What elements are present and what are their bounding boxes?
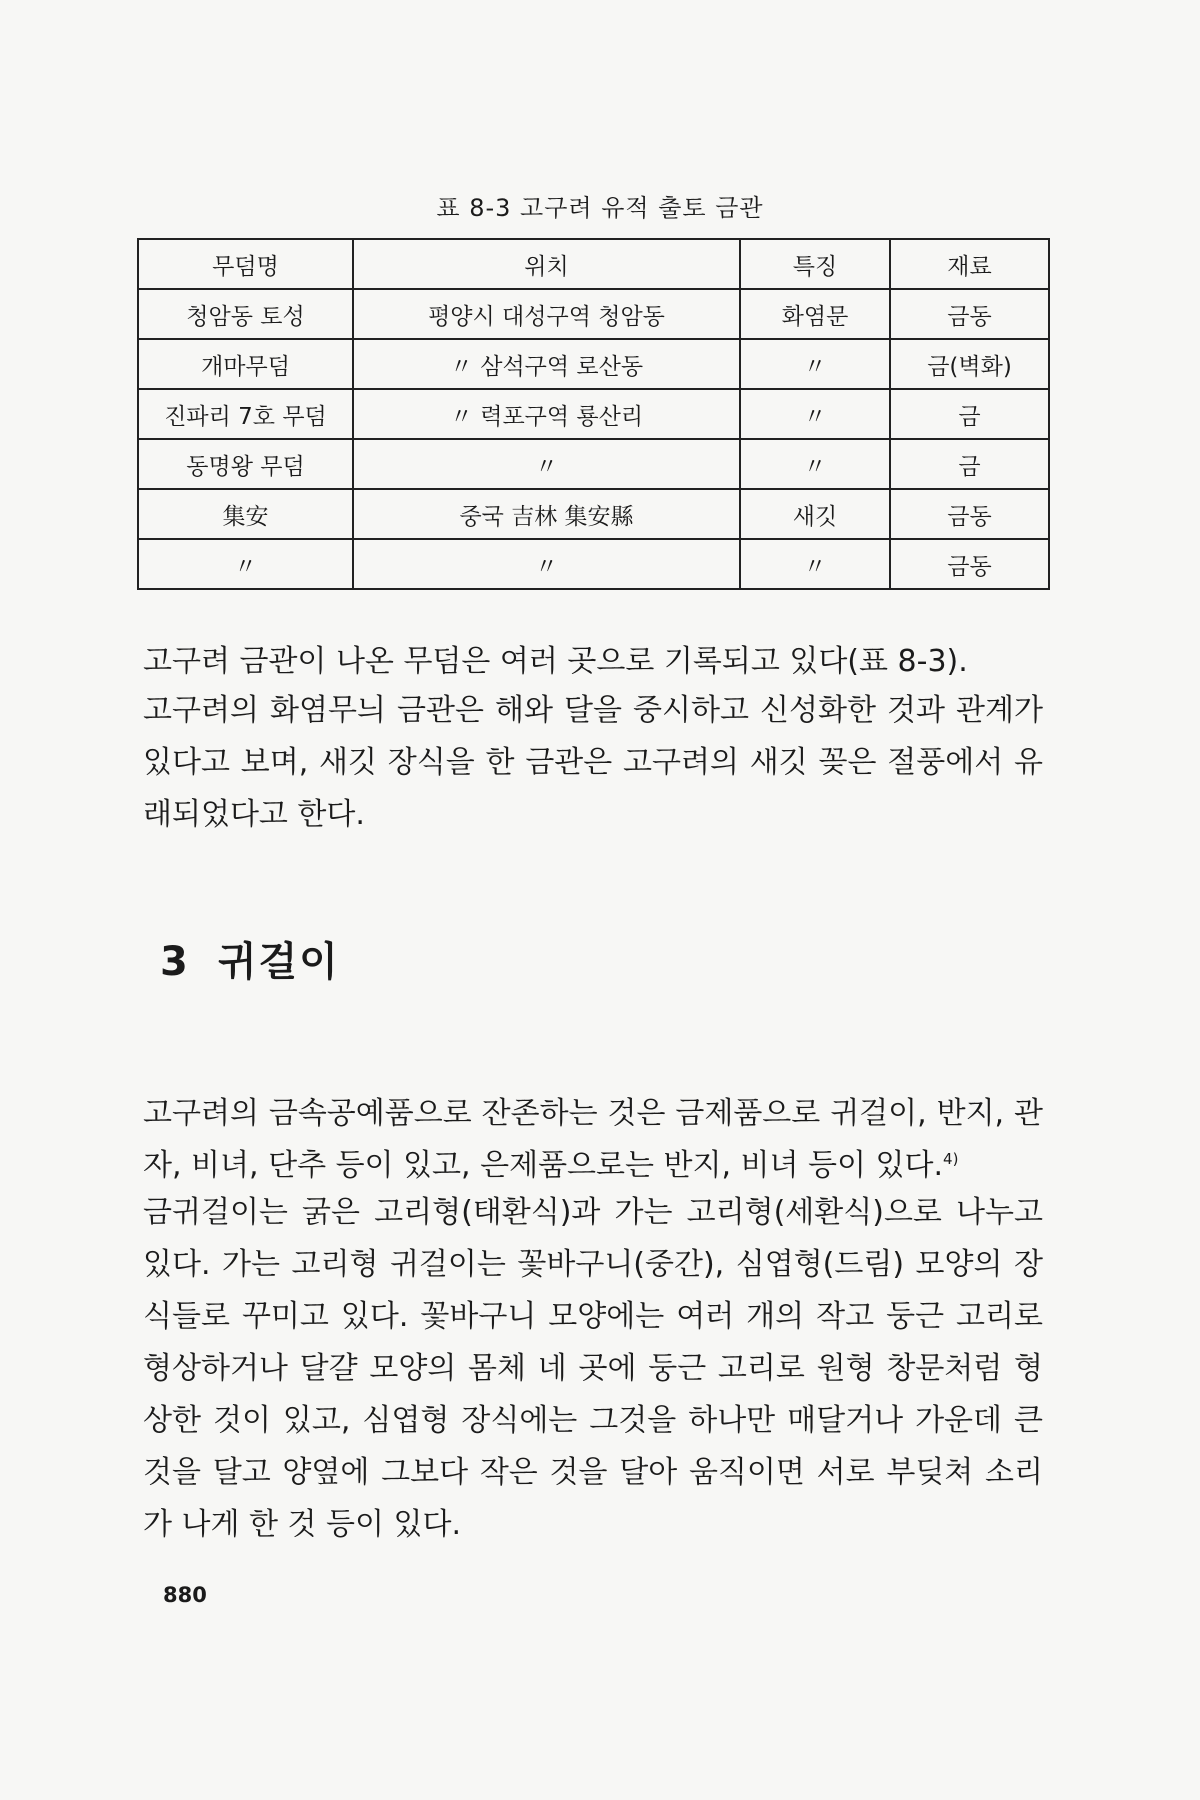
section-title: 귀걸이: [217, 939, 340, 985]
section-number: 3: [160, 939, 190, 985]
table-cell: 금(벽화): [890, 339, 1049, 389]
table-cell: 〃: [353, 539, 740, 589]
paragraph-crown-records: 고구려 금관이 나온 무덤은 여러 곳으로 기록되고 있다(표 8-3).: [143, 644, 968, 679]
table-cell: 〃: [353, 439, 740, 489]
table-cell: 集安: [138, 489, 353, 539]
header-location: 위치: [353, 239, 740, 289]
header-feature: 특징: [740, 239, 890, 289]
table-row: [138, 539, 1049, 589]
table-cell: 금동: [890, 289, 1049, 339]
table-cell: 새깃: [740, 489, 890, 539]
table-row: [138, 389, 1049, 439]
table-cell: 금동: [890, 539, 1049, 589]
table-row: [138, 289, 1049, 339]
table-cell: 청암동 토성: [138, 289, 353, 339]
table-cell: 동명왕 무덤: [138, 439, 353, 489]
table-cell: 〃: [740, 539, 890, 589]
table-cell: 〃: [740, 339, 890, 389]
table-caption: 표 8-3 고구려 유적 출토 금관: [436, 194, 764, 222]
table-cell: 〃 삼석구역 로산동: [353, 339, 740, 389]
table-cell: 〃: [740, 439, 890, 489]
header-tomb-name: 무덤명: [138, 239, 353, 289]
table-cell: 〃: [740, 389, 890, 439]
table-cell: 개마무덤: [138, 339, 353, 389]
section-heading: [160, 930, 340, 987]
page-number: 880: [163, 1583, 207, 1607]
footnote-marker: 4): [943, 1150, 959, 1168]
table-cell: 금: [890, 439, 1049, 489]
paragraph-earrings: 금귀걸이는 굵은 고리형(태환식)과 가는 고리형(세환식)으로 나누고 있다. 가는 고리형 귀걸이는 꽃바구니(중간), 심엽형(드림) 모양의 장식들로 꾸미고 있다. 꽃바구니 모양에는 여러 개의 작고 둥근 고리로 형상하거나 달걀 모양의 몸체 네 곳에 둥근 고리로 원형 창문처럼 형상한 것이 있고, 심엽형 장식에는 그것을 하나만 매달거나 가운데 큰 것을 달고 양옆에 그보다 작은 것을 달아 움직이면 서로 부딪쳐 소리가 나게 한 것 등이 있다.: [143, 1195, 1043, 1542]
table-cell: 금: [890, 389, 1049, 439]
table-cell: 〃 력포구역 룡산리: [353, 389, 740, 439]
table-row: [138, 489, 1049, 539]
table-cell: 〃: [138, 539, 353, 589]
table-row: [138, 339, 1049, 389]
goguryeo-crown-table: [137, 238, 1050, 590]
header-material: 재료: [890, 239, 1049, 289]
table-header-row: [138, 239, 1049, 289]
table-cell: 진파리 7호 무덤: [138, 389, 353, 439]
table-cell: 금동: [890, 489, 1049, 539]
table-cell: 중국 吉林 集安縣: [353, 489, 740, 539]
table-cell: 평양시 대성구역 청암동: [353, 289, 740, 339]
table-cell: 화염문: [740, 289, 890, 339]
paragraph-metalwork: [143, 1088, 1043, 1192]
table-row: [138, 439, 1049, 489]
paragraph-crown-meaning: 고구려의 화염무늬 금관은 해와 달을 중시하고 신성화한 것과 관계가 있다고 보며, 새깃 장식을 한 금관은 고구려의 새깃 꽂은 절풍에서 유래되었다고 한다.: [143, 693, 1043, 832]
paragraph-metalwork-text: 고구려의 금속공예품으로 잔존하는 것은 금제품으로 귀걸이, 반지, 관자, 비녀, 단추 등이 있고, 은제품으로는 반지, 비녀 등이 있다.: [143, 1096, 1043, 1183]
